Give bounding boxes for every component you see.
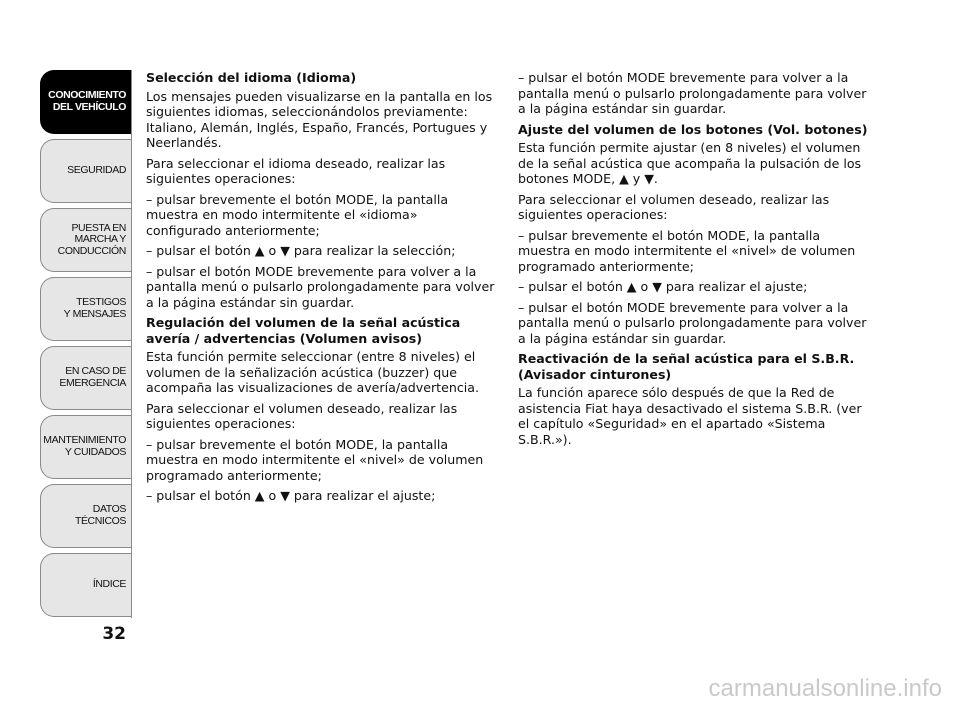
page-number: 32 xyxy=(102,624,126,644)
right-paragraph: Esta función permite ajustar (en 8 niveles) el volumen de la señal acústica que acompaña la pulsación de los botones MODE, ▲ y ▼. xyxy=(518,140,862,186)
right-paragraph: – pulsar brevemente el botón MODE, la pantalla muestra en modo intermitente el «nivel» de volumen programado anteriormente; xyxy=(518,227,856,274)
left-paragraph: Esta función permite seleccionar (entre 8 niveles) el volumen de la señalización acústica (buzzer) que acompaña las visualizaciones de avería/advertencia. xyxy=(146,349,479,395)
right-paragraph: – pulsar el botón ▲ o ▼ para realizar el ajuste; xyxy=(518,279,808,294)
right-paragraph: – pulsar el botón MODE brevemente para volver a la pantalla menú o pulsarlo prolongadamente para volver a la página estándar sin guardar. xyxy=(518,70,867,116)
tab-seguridad[interactable]: SEGURIDAD xyxy=(40,139,131,203)
left-paragraph: – pulsar brevemente el botón MODE, la pantalla muestra en modo intermitente el «nivel» de volumen programado anteriormente; xyxy=(146,436,484,483)
right-heading: Ajuste del volumen de los botones (Vol. botones) xyxy=(518,121,868,137)
left-paragraph: Para seleccionar el idioma deseado, realizar las siguientes operaciones: xyxy=(146,155,446,186)
left-paragraph: – pulsar el botón ▲ o ▼ para realizar la selección; xyxy=(146,243,456,258)
tab-puesta-en-marcha[interactable]: PUESTA EN MARCHA Y CONDUCCIÓN xyxy=(40,208,131,272)
tab-datos-tecnicos[interactable]: DATOS TÉCNICOS xyxy=(40,484,131,548)
left-paragraph: – pulsar el botón MODE brevemente para volver a la pantalla menú o pulsarlo prolongadamente para volver a la página estándar sin guardar. xyxy=(146,263,495,310)
right-heading: Reactivación de la señal acústica para el S.B.R. (Avisador cinturones) xyxy=(518,351,855,382)
tab-conocimiento-del-vehiculo[interactable]: CONOCIMIENTO DEL VEHÍCULO xyxy=(40,70,131,134)
right-paragraph: – pulsar el botón MODE brevemente para volver a la pantalla menú o pulsarlo prolongadamente para volver a la página estándar sin guardar. xyxy=(518,299,867,346)
left-paragraph: – pulsar brevemente el botón MODE, la pantalla muestra en modo intermitente el «idioma» configurado anteriormente; xyxy=(146,191,449,238)
tab-mantenimiento[interactable]: MANTENIMIENTO Y CUIDADOS xyxy=(40,415,131,479)
tab-indice[interactable]: ÍNDICE xyxy=(40,553,131,617)
watermark: carmanualsonline.info xyxy=(708,675,942,702)
right-paragraph: La función aparece sólo después de que la Red de asistencia Fiat haya desactivado el sistema S.B.R. (ver el capítulo «Seguridad» en el apartado «Sistema S.B.R.»). xyxy=(518,385,862,447)
left-column xyxy=(146,70,496,509)
left-paragraph: Los mensajes pueden visualizarse en la pantalla en los siguientes idiomas, seleccionándolos previamente: Italiano, Alemán, Inglés, Españo, Francés, Portugues y Neerlandés. xyxy=(146,88,493,150)
left-paragraph: Para seleccionar el volumen deseado, realizar las siguientes operaciones: xyxy=(146,400,458,431)
tab-en-caso-de-emergencia[interactable]: EN CASO DE EMERGENCIA xyxy=(40,346,131,410)
tab-divider xyxy=(131,70,132,618)
left-heading: Selección del idioma (Idioma) xyxy=(146,70,357,85)
right-paragraph: Para seleccionar el volumen deseado, realizar las siguientes operaciones: xyxy=(518,191,830,222)
tab-testigos-y-mensajes[interactable]: TESTIGOS Y MENSAJES xyxy=(40,277,131,341)
right-column xyxy=(518,70,870,452)
left-heading: Regulación del volumen de la señal acústica avería / advertencias (Volumen avisos) xyxy=(146,315,461,346)
left-paragraph: – pulsar el botón ▲ o ▼ para realizar el ajuste; xyxy=(146,488,436,503)
